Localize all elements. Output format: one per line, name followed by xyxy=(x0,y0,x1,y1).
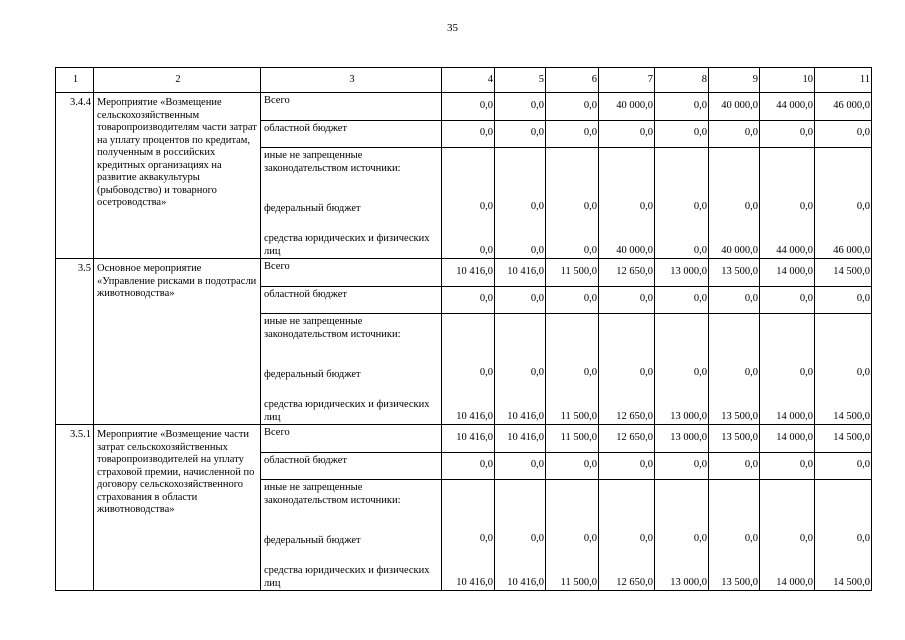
value-cell: 0,0 xyxy=(546,360,599,388)
value-cell xyxy=(442,314,495,361)
funding-source: средства юридических и физических лиц xyxy=(261,222,442,259)
value-cell: 14 500,0 xyxy=(815,425,872,453)
value-cell: 0,0 xyxy=(709,287,760,314)
value-cell: 11 500,0 xyxy=(546,554,599,591)
page-number: 35 xyxy=(447,22,458,34)
value-cell: 40 000,0 xyxy=(709,222,760,259)
value-cell: 0,0 xyxy=(546,526,599,554)
value-cell: 14 500,0 xyxy=(815,259,872,287)
funding-source: иные не запрещенные законодательством источники: xyxy=(261,480,442,527)
value-cell: 13 000,0 xyxy=(655,388,709,425)
value-cell: 10 416,0 xyxy=(442,425,495,453)
funding-source: областной бюджет xyxy=(261,453,442,480)
value-cell: 0,0 xyxy=(655,121,709,148)
value-cell xyxy=(546,480,599,527)
value-cell xyxy=(546,314,599,361)
header-cell: 3 xyxy=(261,68,442,93)
value-cell: 0,0 xyxy=(546,222,599,259)
value-cell xyxy=(655,314,709,361)
value-cell: 0,0 xyxy=(599,194,655,222)
header-cell: 8 xyxy=(655,68,709,93)
value-cell xyxy=(709,314,760,361)
value-cell xyxy=(442,148,495,195)
value-cell: 13 000,0 xyxy=(655,425,709,453)
value-cell: 12 650,0 xyxy=(599,388,655,425)
funding-source: федеральный бюджет xyxy=(261,526,442,554)
value-cell: 0,0 xyxy=(815,194,872,222)
value-cell: 0,0 xyxy=(760,453,815,480)
value-cell: 12 650,0 xyxy=(599,554,655,591)
value-cell: 0,0 xyxy=(495,222,546,259)
value-cell: 0,0 xyxy=(709,121,760,148)
funding-source: иные не запрещенные законодательством источники: xyxy=(261,148,442,195)
header-cell: 6 xyxy=(546,68,599,93)
value-cell: 13 500,0 xyxy=(709,388,760,425)
value-cell xyxy=(599,314,655,361)
header-cell: 2 xyxy=(94,68,261,93)
activity-name: Основное мероприятие «Управление рисками в подотрасли животноводства» xyxy=(94,259,261,425)
value-cell: 46 000,0 xyxy=(815,93,872,121)
value-cell: 0,0 xyxy=(546,121,599,148)
value-cell: 11 500,0 xyxy=(546,425,599,453)
value-cell: 0,0 xyxy=(815,121,872,148)
value-cell: 0,0 xyxy=(815,360,872,388)
value-cell: 0,0 xyxy=(760,526,815,554)
value-cell: 0,0 xyxy=(709,526,760,554)
value-cell: 0,0 xyxy=(495,194,546,222)
value-cell: 0,0 xyxy=(442,287,495,314)
value-cell: 0,0 xyxy=(760,287,815,314)
value-cell xyxy=(442,480,495,527)
value-cell: 0,0 xyxy=(655,453,709,480)
value-cell: 0,0 xyxy=(495,526,546,554)
value-cell: 44 000,0 xyxy=(760,222,815,259)
header-cell: 10 xyxy=(760,68,815,93)
value-cell: 0,0 xyxy=(442,360,495,388)
funding-source: федеральный бюджет xyxy=(261,194,442,222)
header-row xyxy=(56,68,872,93)
value-cell: 0,0 xyxy=(709,360,760,388)
table-row xyxy=(56,93,872,121)
value-cell: 10 416,0 xyxy=(495,425,546,453)
value-cell xyxy=(709,148,760,195)
value-cell: 40 000,0 xyxy=(599,93,655,121)
value-cell: 13 500,0 xyxy=(709,554,760,591)
value-cell: 0,0 xyxy=(495,287,546,314)
value-cell xyxy=(599,480,655,527)
value-cell: 10 416,0 xyxy=(495,554,546,591)
value-cell: 10 416,0 xyxy=(495,388,546,425)
value-cell: 0,0 xyxy=(655,93,709,121)
value-cell: 14 000,0 xyxy=(760,388,815,425)
value-cell: 0,0 xyxy=(442,121,495,148)
value-cell xyxy=(815,148,872,195)
header-cell: 5 xyxy=(495,68,546,93)
row-code: 3.5 xyxy=(56,259,94,425)
value-cell: 10 416,0 xyxy=(442,554,495,591)
row-code: 3.4.4 xyxy=(56,93,94,259)
value-cell: 0,0 xyxy=(546,93,599,121)
value-cell: 0,0 xyxy=(815,287,872,314)
value-cell xyxy=(815,314,872,361)
activity-name: Мероприятие «Возмещение сельскохозяйственным товаропроизводителям части затрат на уплату процентов по кредитам, полученным в российских кредитных организациях на развитие аквакультуры (рыбоводство) и товарного осетроводства» xyxy=(94,93,261,259)
value-cell: 0,0 xyxy=(709,194,760,222)
value-cell: 0,0 xyxy=(442,453,495,480)
value-cell xyxy=(815,480,872,527)
value-cell: 13 000,0 xyxy=(655,259,709,287)
funding-source: средства юридических и физических лиц xyxy=(261,388,442,425)
funding-source: иные не запрещенные законодательством источники: xyxy=(261,314,442,361)
value-cell: 0,0 xyxy=(655,287,709,314)
value-cell: 0,0 xyxy=(815,453,872,480)
value-cell: 13 000,0 xyxy=(655,554,709,591)
value-cell: 40 000,0 xyxy=(599,222,655,259)
value-cell: 0,0 xyxy=(442,222,495,259)
value-cell xyxy=(495,148,546,195)
value-cell xyxy=(495,314,546,361)
value-cell: 0,0 xyxy=(495,93,546,121)
value-cell: 0,0 xyxy=(495,360,546,388)
value-cell: 0,0 xyxy=(546,453,599,480)
funding-source: федеральный бюджет xyxy=(261,360,442,388)
value-cell: 13 500,0 xyxy=(709,425,760,453)
value-cell xyxy=(495,480,546,527)
value-cell: 14 500,0 xyxy=(815,554,872,591)
value-cell xyxy=(760,148,815,195)
value-cell: 14 000,0 xyxy=(760,259,815,287)
value-cell: 14 500,0 xyxy=(815,388,872,425)
value-cell xyxy=(760,314,815,361)
value-cell: 12 650,0 xyxy=(599,259,655,287)
value-cell: 11 500,0 xyxy=(546,388,599,425)
funding-source: Всего xyxy=(261,93,442,121)
value-cell: 40 000,0 xyxy=(709,93,760,121)
header-cell: 7 xyxy=(599,68,655,93)
value-cell: 0,0 xyxy=(655,222,709,259)
value-cell: 0,0 xyxy=(760,194,815,222)
value-cell: 0,0 xyxy=(495,453,546,480)
value-cell xyxy=(655,480,709,527)
value-cell: 12 650,0 xyxy=(599,425,655,453)
value-cell: 0,0 xyxy=(442,526,495,554)
value-cell: 14 000,0 xyxy=(760,554,815,591)
value-cell: 0,0 xyxy=(655,526,709,554)
value-cell: 10 416,0 xyxy=(442,388,495,425)
budget-table xyxy=(55,67,872,591)
value-cell: 0,0 xyxy=(655,360,709,388)
funding-source: областной бюджет xyxy=(261,287,442,314)
value-cell: 0,0 xyxy=(546,194,599,222)
value-cell: 0,0 xyxy=(709,453,760,480)
funding-source: средства юридических и физических лиц xyxy=(261,554,442,591)
value-cell: 0,0 xyxy=(495,121,546,148)
value-cell xyxy=(599,148,655,195)
row-code: 3.5.1 xyxy=(56,425,94,591)
funding-source: Всего xyxy=(261,259,442,287)
value-cell: 0,0 xyxy=(655,194,709,222)
value-cell: 0,0 xyxy=(599,287,655,314)
value-cell: 14 000,0 xyxy=(760,425,815,453)
value-cell xyxy=(760,480,815,527)
activity-name: Мероприятие «Возмещение части затрат сельскохозяйственных товаропроизводителей на уплату страховой премии, начисленной по договору сельскохозяйственного страхования в области животноводства» xyxy=(94,425,261,591)
funding-source: областной бюджет xyxy=(261,121,442,148)
header-cell: 4 xyxy=(442,68,495,93)
value-cell: 0,0 xyxy=(546,287,599,314)
value-cell: 13 500,0 xyxy=(709,259,760,287)
funding-source: Всего xyxy=(261,425,442,453)
value-cell: 46 000,0 xyxy=(815,222,872,259)
value-cell: 0,0 xyxy=(760,121,815,148)
value-cell: 0,0 xyxy=(599,453,655,480)
value-cell: 10 416,0 xyxy=(442,259,495,287)
value-cell: 0,0 xyxy=(815,526,872,554)
value-cell: 44 000,0 xyxy=(760,93,815,121)
value-cell: 11 500,0 xyxy=(546,259,599,287)
value-cell: 10 416,0 xyxy=(495,259,546,287)
value-cell xyxy=(709,480,760,527)
value-cell xyxy=(655,148,709,195)
table-row xyxy=(56,425,872,453)
header-cell: 1 xyxy=(56,68,94,93)
value-cell: 0,0 xyxy=(599,121,655,148)
value-cell xyxy=(546,148,599,195)
value-cell: 0,0 xyxy=(599,360,655,388)
header-cell: 9 xyxy=(709,68,760,93)
header-cell: 11 xyxy=(815,68,872,93)
table-row xyxy=(56,259,872,287)
value-cell: 0,0 xyxy=(442,93,495,121)
value-cell: 0,0 xyxy=(760,360,815,388)
value-cell: 0,0 xyxy=(442,194,495,222)
value-cell: 0,0 xyxy=(599,526,655,554)
